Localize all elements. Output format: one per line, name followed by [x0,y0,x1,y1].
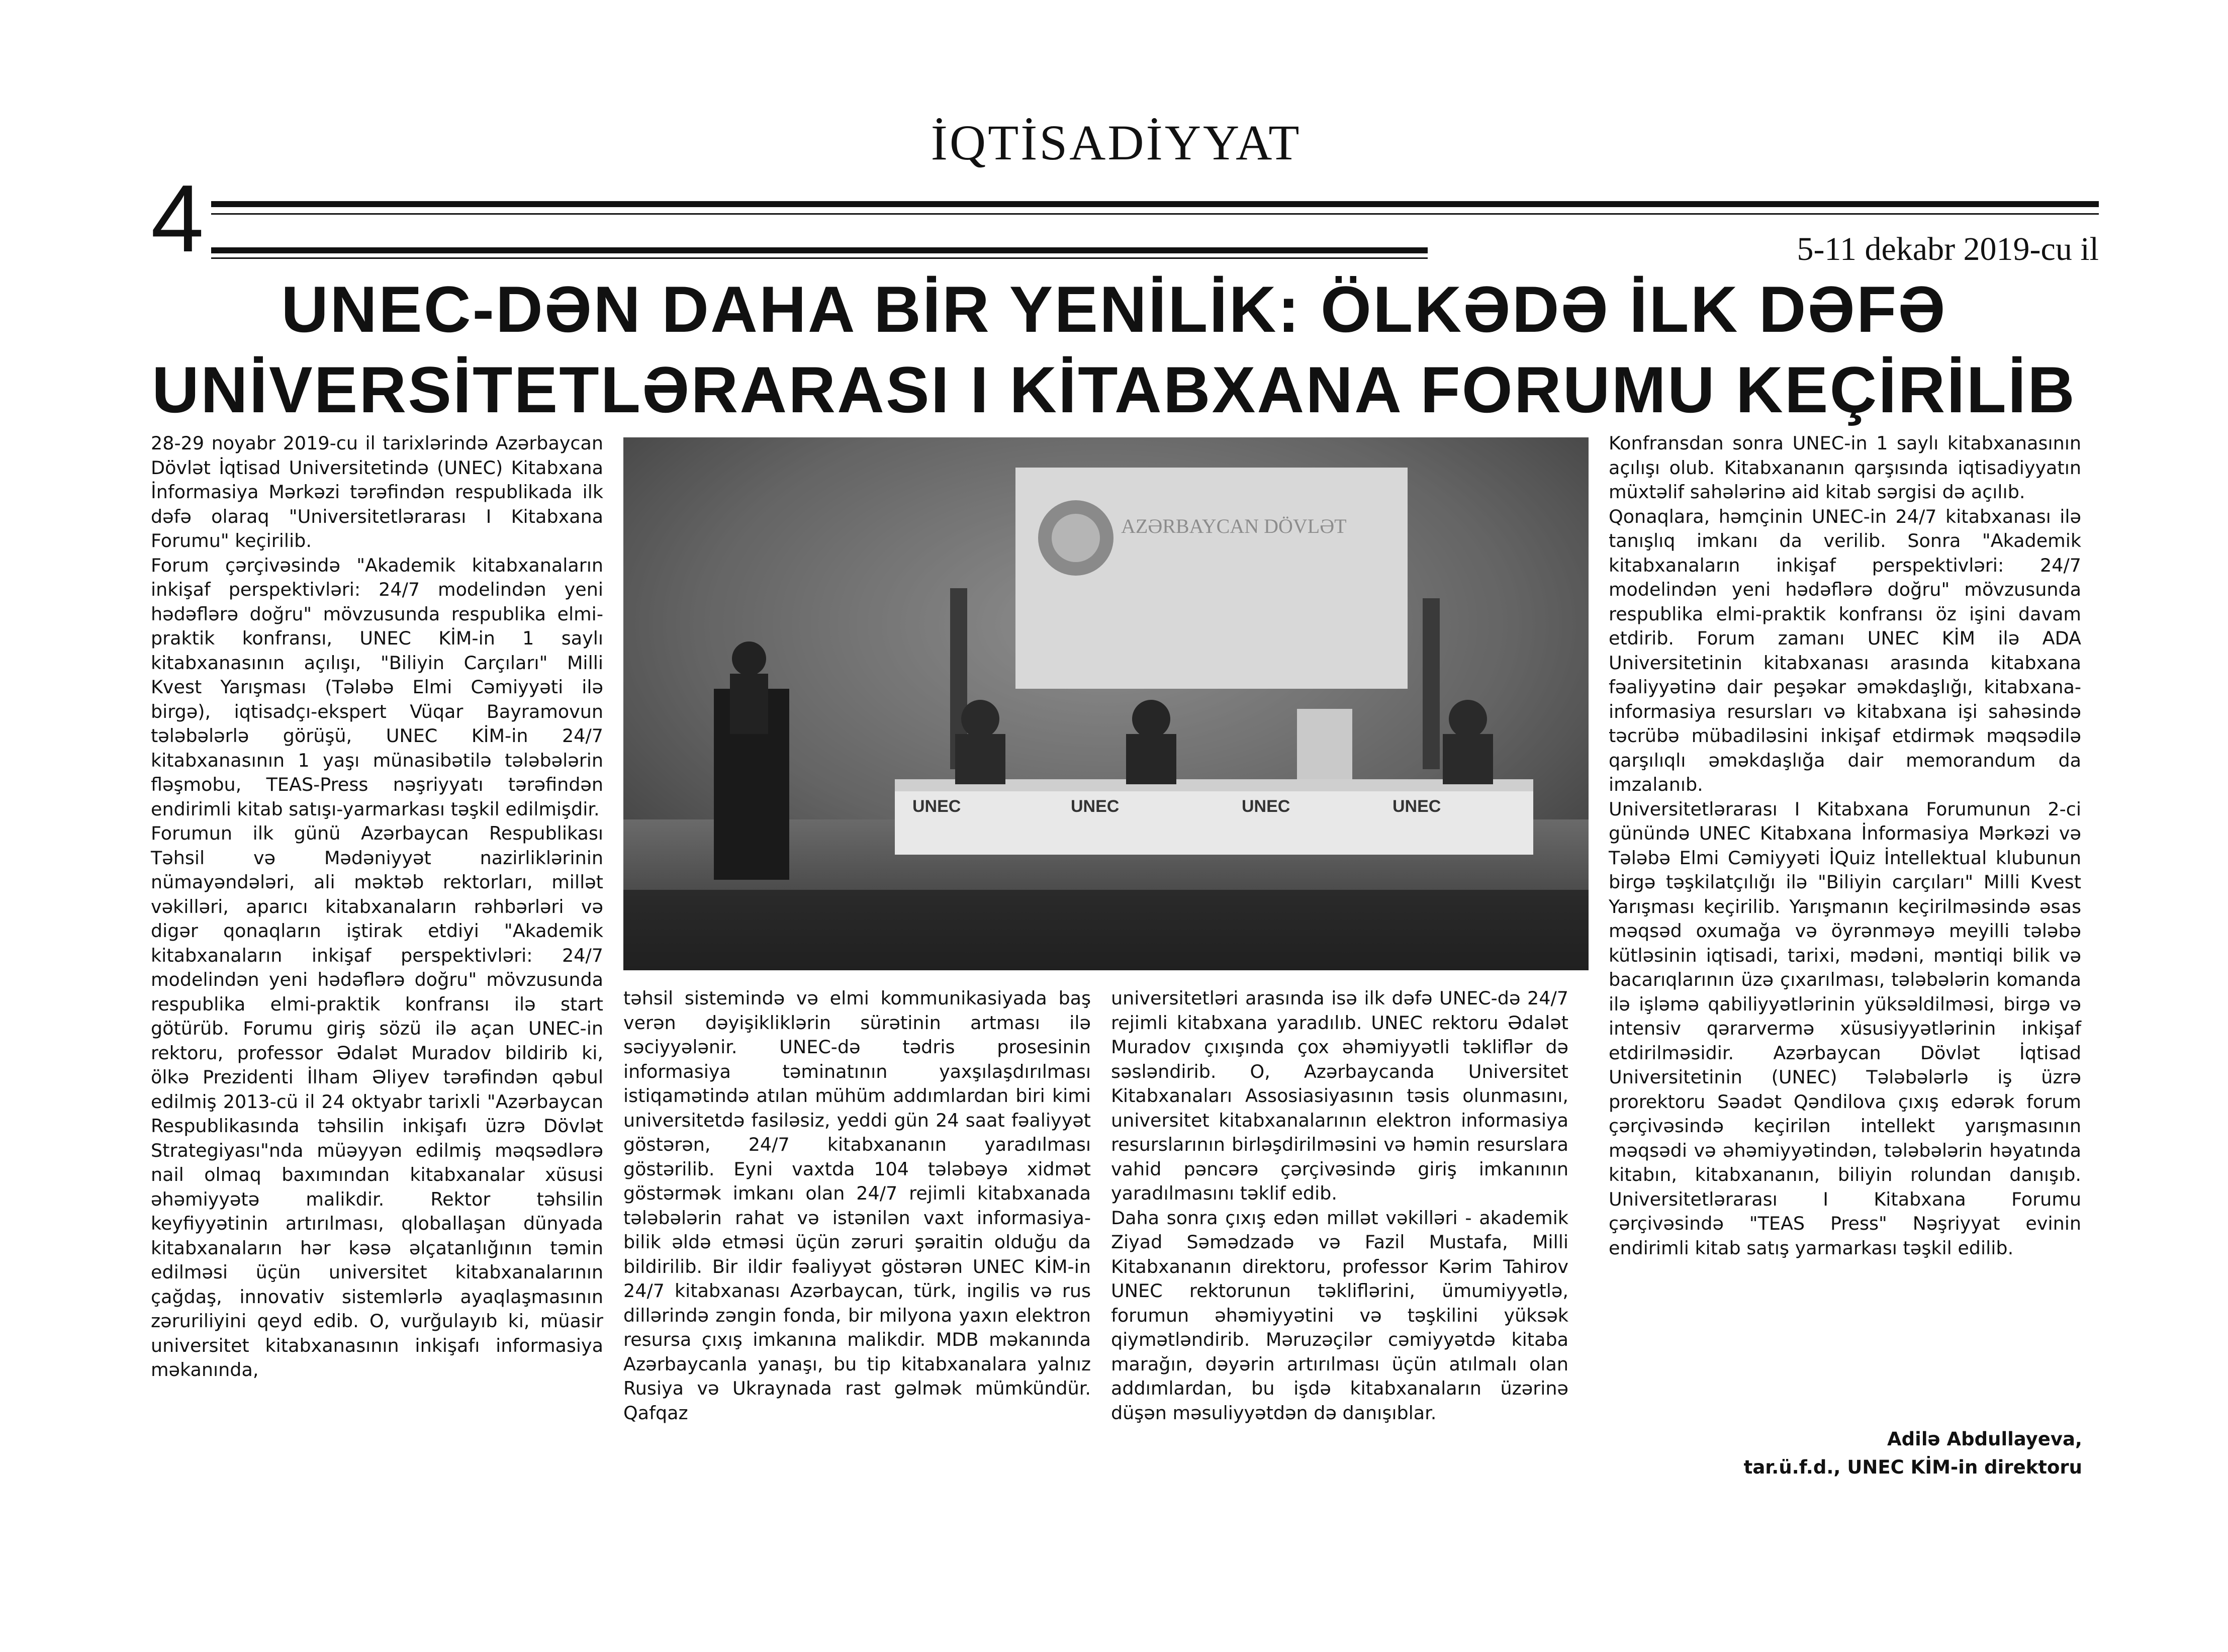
screen-text: AZƏRBAYCAN DÖVLƏT [1121,515,1347,537]
article-column-4 [1609,431,2081,1260]
paragraph: universitetləri arasında isə ilk dəfə UNEC-də 24/7 rejimli kitabxana yaradılıb. UNEC rektoru Ədalət Muradov çıxışında çox əhəmiyyətli təkliflər də səsləndirib. O, Azərbaycanda Universitet Kitabxanaları Assosiasiyasının təsis olunmasını, universitet kitabxanalarının elektron informasiya resurslarının birləşdirilməsini və həmin resurslara vahid pəncərə çərçivəsində giriş imkanının yaradılmasını təklif edib. [1111,987,1568,1204]
byline-name: Adilə Abdullayeva, [1887,1428,2082,1450]
headline-line-1: UNEC-DƏN DAHA BİR YENİLİK: ÖLKƏDƏ İLK DƏFƏ [281,272,1947,346]
paragraph: Qonaqlara, həmçinin UNEC-in 24/7 kitabxanası ilə tanışlıq imkanı da verilib. Sonra "Akademik kitabxanaların inkişaf perspektivləri: 24/7 modelindən yeni hədəflərə doğru" mövzusunda respublika elmi-praktik konfransı öz işini davam etdirib. Forum zamanı UNEC KİM ilə ADA Universitetinin kitabxanası arasında kitabxana fəaliyyətinə dair peşəkar əməkdaşlığı, kitabxana-informasiya resursları və kitabxana işi sahəsində təcrübə mübadiləsini inkişaf etdirmək məqsədilə qarşılıqlı əməkdaşlığa dair memorandum da imzalanıb. [1609,505,2081,795]
paragraph: Forumun ilk günü Azərbaycan Respublikası Təhsil və Mədəniyyət nazirliklərinin nümayəndələri, ali məktəb rektorları, millət vəkilləri, aparıcı kitabxanaların rəhbərləri və digər qonaqların iştirak etdiyi "Akademik kitabxanaların inkişaf perspektivləri: 24/7 modelindən yeni hədəflərə doğru" mövzusunda respublika elmi-praktik konfransı ilə start götürüb. Forumu giriş sözü ilə açan UNEC-in rektoru, professor Ədalət Muradov bildirib ki, ölkə Prezidenti İlham Əliyev tərəfindən qəbul edilmiş 2013-cü il 24 oktyabr tarixli "Azərbaycan Respublikasında təhsilin inkişafı üzrə Dövlət Strategiyası"nda müəyyən edilmiş məqsədlərə nail olmaq baxımından kitabxanalar xüsusi əhəmiyyətə malikdir. Rektor təhsilin keyfiyyətinin artırılması, qloballaşan dünyada kitabxanaların hər kəsə əlçatanlığının təmin edilməsi üçün universitet kitabxanalarının çağdaş, innovativ sistemlərlə ayaqlaşmasının zəruriliyini qeyd edib. O, vurğulayıb ki, müasir universitet kitabxanasının inkişafı informasiya məkanında, [151,822,603,1381]
article-column-1 [151,431,603,1383]
table-label: UNEC [1392,797,1441,816]
headline-line-2: UNİVERSİTETLƏRARASI I KİTABXANA FORUMU KEÇİRİLİB [152,353,2076,426]
paragraph: Forum çərçivəsində "Akademik kitabxanaların inkişaf perspektivləri: 24/7 modelindən yeni hədəflərə doğru" mövzusunda respublika elmi-praktik konfransı, UNEC KİM-in 1 saylı kitabxanasının açılışı, "Biliyin Carçıları" Milli Kvest Yarışması (Tələbə Elmi Cəmiyyəti ilə birgə), iqtisadçı-ekspert Vüqar Bayramovun tələbələrlə görüşü, UNEC KİM-in 24/7 kitabxanasının 1 yaşı münasibətilə tələbələrin fləşmobu, TEAS-Press nəşriyyatı tərəfindən endirimli kitab satışı-yarmarkası təşkil edilmişdir. [151,554,603,820]
header-rule-thin [211,213,2099,215]
section-title: İQTİSADİYYAT [931,115,1302,170]
page-number: 4 [151,165,204,272]
paragraph: təhsil sistemində və elmi kommunikasiyada baş verən dəyişikliklərin sürətinin artması ilə səciyyələnir. UNEC-də tədris prosesinin informasiya təminatının yaxşılaşdırılması istiqamətində atılan mühüm addımlardan biri kimi universitetdə fasiləsiz, yeddi gün 24 saat fəaliyyət göstərən, 24/7 kitabxananın yaradılması göstərilib. Eyni vaxtda 104 tələbəyə xidmət göstərmək imkanı olan 24/7 rejimli kitabxanada tələbələrin rahat və istənilən vaxt informasiya-bilik əldə etməsi üçün zəruri şəraitin olduğu da bildirilib. Bir ildir fəaliyyət göstərən UNEC KİM-in 24/7 kitabxanası Azərbaycan, türk, ingilis və rus dillərində zəngin fonda, bir milyona yaxın elektron resursa çıxış imkanına malikdir. MDB məkanında Azərbaycanla yanaşı, bu tip kitabxanalara yalnız Rusiya və Ukraynada rast gəlmək mümkündür. Qafqaz [623,987,1091,1424]
date-rule [211,247,1428,253]
byline [1744,1425,2082,1482]
audience-shadow [623,890,1589,970]
byline-title: tar.ü.f.d., UNEC KİM-in direktoru [1743,1456,2082,1478]
panelist [961,700,999,738]
paragraph: Daha sonra çıxış edən millət vəkilləri - akademik Ziyad Səmədzadə və Fazil Mustafa, Milli Kitabxananın direktoru, professor Kərim Tahirov UNEC rektorunun təkliflərini, ümumiyyətlə, forumun əhəmiyyətini və təşkilini yüksək qiymətləndirib. Məruzəçilər cəmiyyətdə kitaba marağın, dəyərin artırılması üçün atılmalı olan addımlardan, bu işdə kitabxanaların üzərinə düşən məsuliyyətdən də danışıblar. [1111,1207,1568,1424]
paragraph: Konfransdan sonra UNEC-in 1 saylı kitabxanasının açılışı olub. Kitabxananın qarşısında iqtisadiyyatın müxtəlif sahələrinə aid kitab sərgisi də açılıb. [1609,432,2081,503]
table-label: UNEC [1242,797,1290,816]
panelist [1449,700,1487,738]
article-column-2 [623,986,1091,1425]
table-label: UNEC [912,797,961,816]
article-column-3 [1111,986,1568,1425]
panelist [1132,700,1170,738]
issue-date: 5-11 dekabr 2019-cu il [1797,231,2099,267]
flag [1423,598,1440,769]
paragraph: 28-29 noyabr 2019-cu il tarixlərində Azərbaycan Dövlət İqtisad Universitetində (UNEC) Kitabxana İnformasiya Mərkəzi tərəfindən respublikada ilk dəfə olaraq "Universitetlərarası I Kitabxana Forumu" keçirilib. [151,432,603,552]
speaker [732,641,766,676]
paragraph: Universitetlərarası I Kitabxana Forumunun 2-ci günündə UNEC Kitabxana İnformasiya Mərkəzi və Tələbə Elmi Cəmiyyəti İQuiz İntellektual klubunun birgə təşkilatçılığı ilə "Biliyin carçıları" Milli Kvest Yarışması keçirilib. Yarışmanın keçirilməsində əsas məqsəd oxumağa və öyrənməyə meyilli tələbə kütləsinin iqtisadi, tarixi, mədəni, məntiqi bilik və bacarıqlarının üzə çıxarılması, tələbələrin komanda ilə işləmə qabiliyyətlərinin yüksəldilməsi, birgə və intensiv qərarvermə xüsusiyyətlərinin inkişaf etdirilməsidir. Azərbaycan Dövlət İqtisad Universitetinin (UNEC) Tələbələrlə iş üzrə prorektoru Səadət Qəndilova çıxış edərək forum çərçivəsində keçirilən intellekt yarışmasının məqsədi və əhəmiyyətindən, tələbələrin həyatında kitabın, kitabxananın, biliyin rolundan danışıb. Universitetlərarası I Kitabxana Forumu çərçivəsində "TEAS Press" Nəşriyyat evinin endirimli kitab satış yarmarkası təşkil edilib. [1609,798,2081,1259]
table-label: UNEC [1071,797,1120,816]
header-rule [211,201,2099,207]
conference-photo [623,437,1589,970]
date-rule-thin [211,257,1428,259]
empty-chair [1297,709,1352,779]
